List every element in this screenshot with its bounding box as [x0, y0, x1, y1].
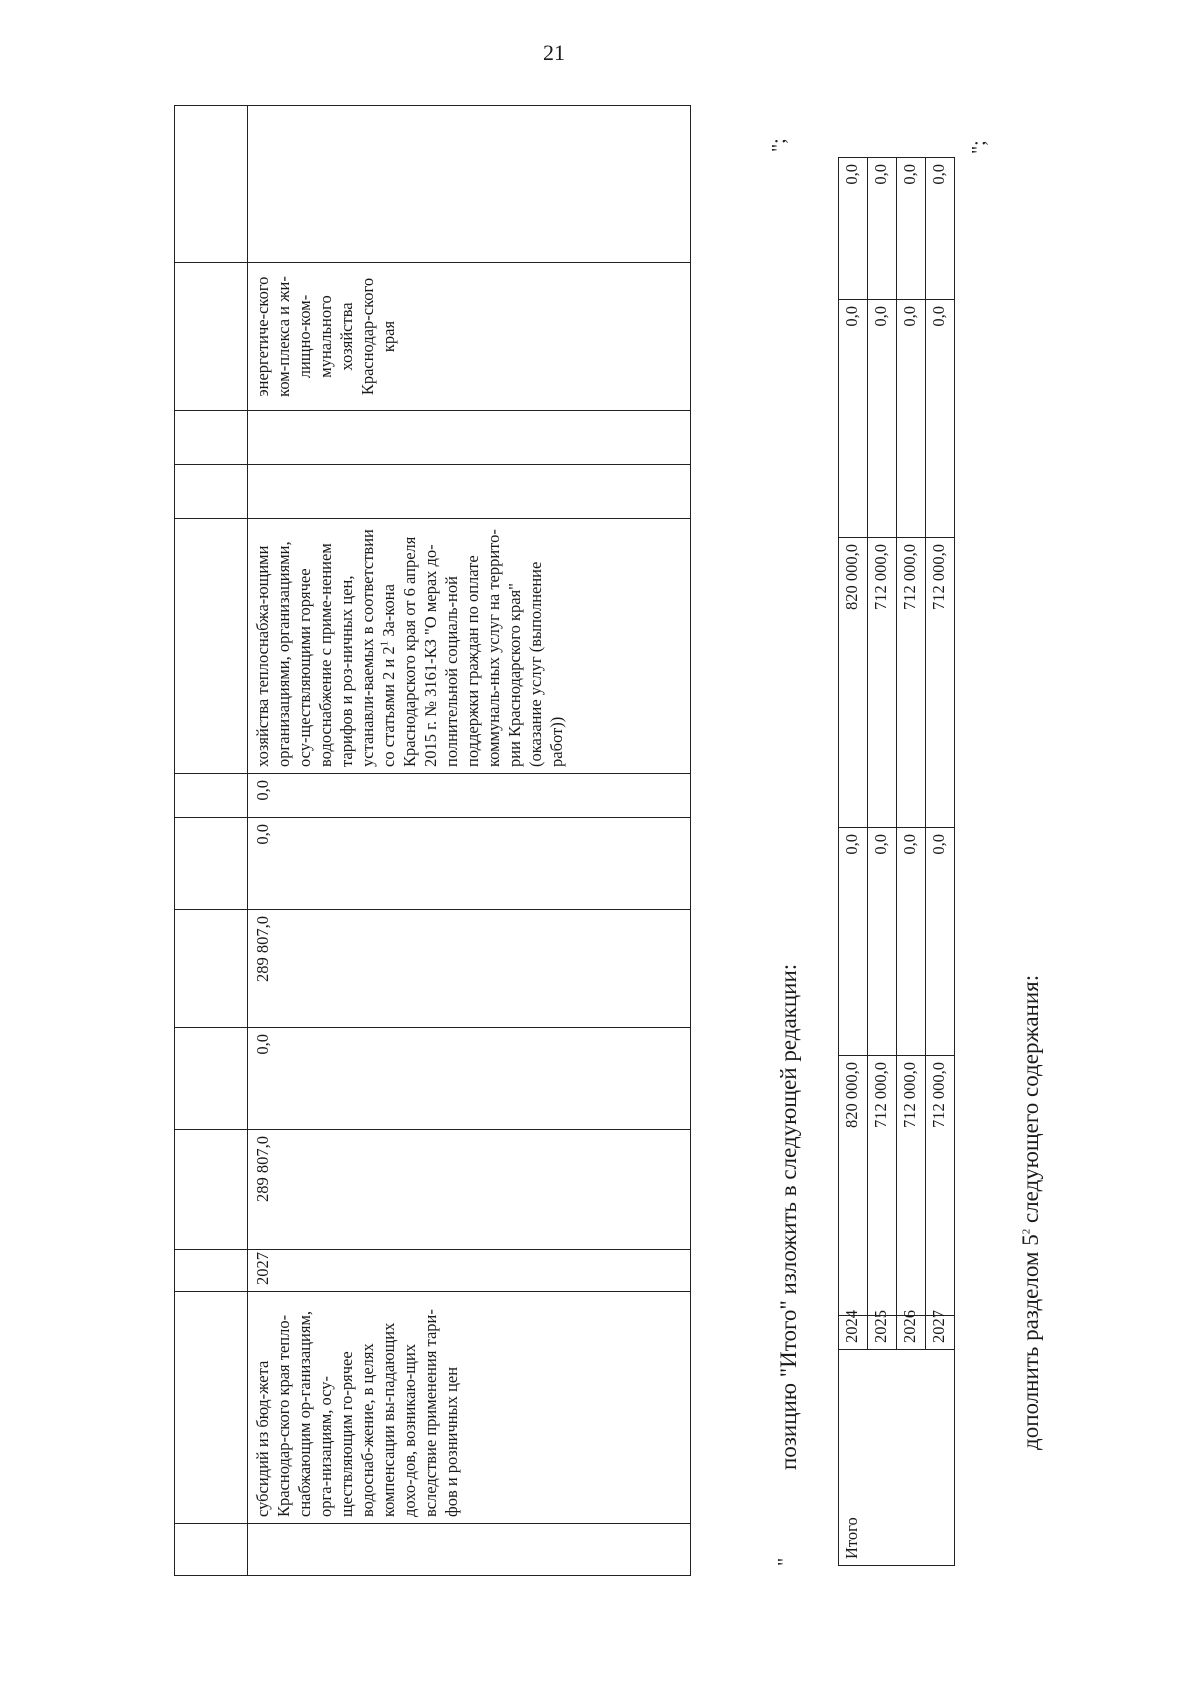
cell-federal: 0,0	[839, 828, 868, 1056]
cell-executor: энергетиче-ского ком-плекса и жи-лищно-ком-мунального хозяйства Краснодар-ского края	[248, 263, 691, 411]
cell-empty	[248, 465, 691, 519]
cell-empty	[175, 1130, 248, 1250]
page-number: 21	[543, 40, 565, 65]
cell-local: 0,0	[897, 300, 926, 538]
cell-regional: 289 807,0	[248, 910, 691, 1028]
cell-empty	[175, 263, 248, 411]
table-row-top	[175, 106, 248, 1576]
cell-year: 2024	[839, 1316, 868, 1350]
cell-empty	[175, 910, 248, 1028]
total-label: Итого	[839, 1350, 955, 1566]
cell-result	[248, 519, 691, 774]
closing-quote: ";	[768, 138, 790, 152]
cell-federal: 0,0	[926, 828, 955, 1056]
cell-extra: 0,0	[897, 158, 926, 300]
cell-empty	[248, 106, 691, 263]
cell-federal: 0,0	[897, 828, 926, 1056]
cell-empty	[175, 519, 248, 774]
closing-quote: ";	[968, 140, 990, 154]
cell-empty	[175, 465, 248, 519]
cell-empty	[248, 411, 691, 465]
cell-empty	[175, 818, 248, 910]
instruction-text-part: дополнить разделом 5	[1018, 1234, 1043, 1450]
total-table	[838, 157, 955, 1566]
cell-total: 820 000,0	[839, 1056, 868, 1316]
cell-federal: 0,0	[248, 1028, 691, 1130]
section-superscript: 2	[1020, 1228, 1033, 1235]
cell-year: 2027	[248, 1250, 691, 1292]
cell-extra: 0,0	[868, 158, 897, 300]
cell-regional: 712 000,0	[897, 538, 926, 828]
cell-empty	[175, 774, 248, 818]
cell-description: субсидий из бюд-жета Краснодар-ского края тепло-снабжающим ор-ганизациям, орга-низациям, осу-ществляющим го-рячее водоснаб-жение, в целях компенсации вы-падающих дохо-дов, возникаю-щих вследствие применения тари-фов и розничных цен	[248, 1292, 691, 1524]
cell-total: 712 000,0	[926, 1056, 955, 1316]
cell-empty	[175, 1028, 248, 1130]
rotated-content	[0, 100, 1200, 1600]
result-text-rest: За-кона Краснодарского края от 6 апреля 2015 г. № 3161-КЗ "О мерах до-полнительной социаль-ной поддержки граждан по оплате коммуналь-ных услуг на террито-рии Краснодарского края" (оказание услуг (выполнение работ))	[379, 529, 566, 767]
cell-local: 0,0	[868, 300, 897, 538]
cell-total: 289 807,0	[248, 1130, 691, 1250]
result-text: хозяйства теплоснабжа-ющими организациями, организациями, осу-ществляющими горячее водоснабжение с приме-нением тарифов и роз-ничных цен, устанавли-ваемых в соответствии со статьями 2 и 2	[253, 529, 398, 767]
cell-year: 2025	[868, 1316, 897, 1350]
cell-extra: 0,0	[248, 774, 691, 818]
cell-empty	[175, 106, 248, 263]
instruction-text: позицию "Итого" изложить в следующей редакции:	[776, 963, 801, 1470]
cell-empty	[175, 1292, 248, 1524]
cell-local: 0,0	[926, 300, 955, 538]
cell-regional: 712 000,0	[868, 538, 897, 828]
cell-year: 2026	[897, 1316, 926, 1350]
cell-number	[248, 1524, 691, 1576]
cell-empty	[175, 1250, 248, 1292]
instruction-text	[1018, 975, 1044, 1450]
cell-regional: 820 000,0	[839, 538, 868, 828]
cell-year: 2027	[926, 1316, 955, 1350]
cell-total: 712 000,0	[868, 1056, 897, 1316]
opening-quote: "	[774, 1557, 796, 1566]
cell-local: 0,0	[248, 818, 691, 910]
cell-regional: 712 000,0	[926, 538, 955, 828]
cell-empty	[175, 411, 248, 465]
table-row-body	[248, 106, 691, 1576]
table-row	[839, 158, 868, 1566]
cell-local: 0,0	[839, 300, 868, 538]
cell-extra: 0,0	[926, 158, 955, 300]
cell-extra: 0,0	[839, 158, 868, 300]
instruction-text-part: следующего содержания:	[1018, 974, 1043, 1229]
result-superscript: 1	[378, 640, 391, 647]
main-table	[174, 105, 691, 1576]
cell-total: 712 000,0	[897, 1056, 926, 1316]
cell-empty	[175, 1524, 248, 1576]
cell-federal: 0,0	[868, 828, 897, 1056]
